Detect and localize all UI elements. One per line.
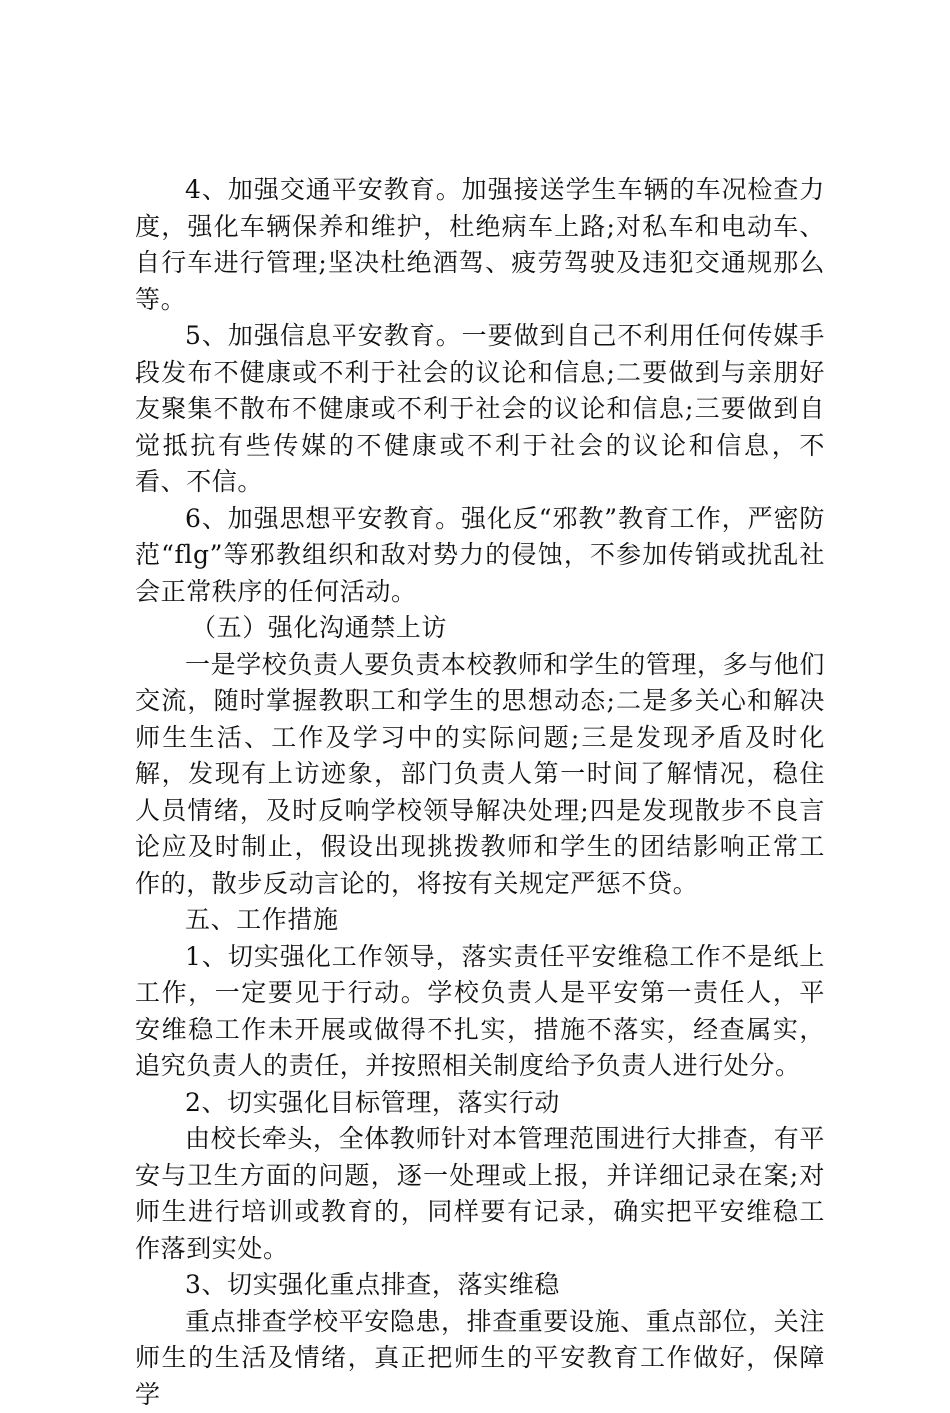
paragraph-key-check-detail: 重点排查学校平安隐患，排查重要设施、重点部位，关注师生的生活及情绪，真正把师生的平安教育工作做好，保障学: [135, 1304, 825, 1413]
paragraph-thought-safety: 6、加强思想平安教育。强化反“邪教”教育工作，严密防范“flg”等邪教组织和敌对势力的侵蚀，不参加传销或扰乱社会正常秩序的任何活动。: [135, 501, 825, 611]
heading-target-management: 2、切实强化目标管理，落实行动: [135, 1085, 825, 1122]
heading-key-check: 3、切实强化重点排查，落实维稳: [135, 1267, 825, 1304]
paragraph-communication: 一是学校负责人要负责本校教师和学生的管理，多与他们交流，随时掌握教职工和学生的思想动态;二是多关心和解决师生生活、工作及学习中的实际问题;三是发现矛盾及时化解，发现有上访迹象，部门负责人第一时间了解情况，稳住人员情绪，及时反响学校领导解决处理;四是发现散步不良言论应及时制止，假设出现挑拨教师和学生的团结影响正常工作的，散步反动言论的，将按有关规定严惩不贷。: [135, 647, 825, 903]
document-body: [135, 172, 825, 1413]
paragraph-information-safety: 5、加强信息平安教育。一要做到自己不利用任何传媒手段发布不健康或不利于社会的议论和信息;二要做到与亲朋好友聚集不散布不健康或不利于社会的议论和信息;三要做到自觉抵抗有些传媒的不健康或不利于社会的议论和信息，不看、不信。: [135, 318, 825, 501]
paragraph-traffic-safety: 4、加强交通平安教育。加强接送学生车辆的车况检查力度，强化车辆保养和维护，杜绝病车上路;对私车和电动车、自行车进行管理;坚决杜绝酒驾、疲劳驾驶及违犯交通规那么等。: [135, 172, 825, 318]
heading-work-measures: 五、工作措施: [135, 902, 825, 939]
paragraph-investigation: 由校长牵头，全体教师针对本管理范围进行大排查，有平安与卫生方面的问题，逐一处理或上报，并详细记录在案;对师生进行培训或教育的，同样要有记录，确实把平安维稳工作落到实处。: [135, 1121, 825, 1267]
heading-communication: （五）强化沟通禁上访: [135, 610, 825, 647]
paragraph-leadership: 1、切实强化工作领导，落实责任平安维稳工作不是纸上工作，一定要见于行动。学校负责人是平安第一责任人，平安维稳工作未开展或做得不扎实，措施不落实，经查属实，追究负责人的责任，并按照相关制度给予负责人进行处分。: [135, 939, 825, 1085]
